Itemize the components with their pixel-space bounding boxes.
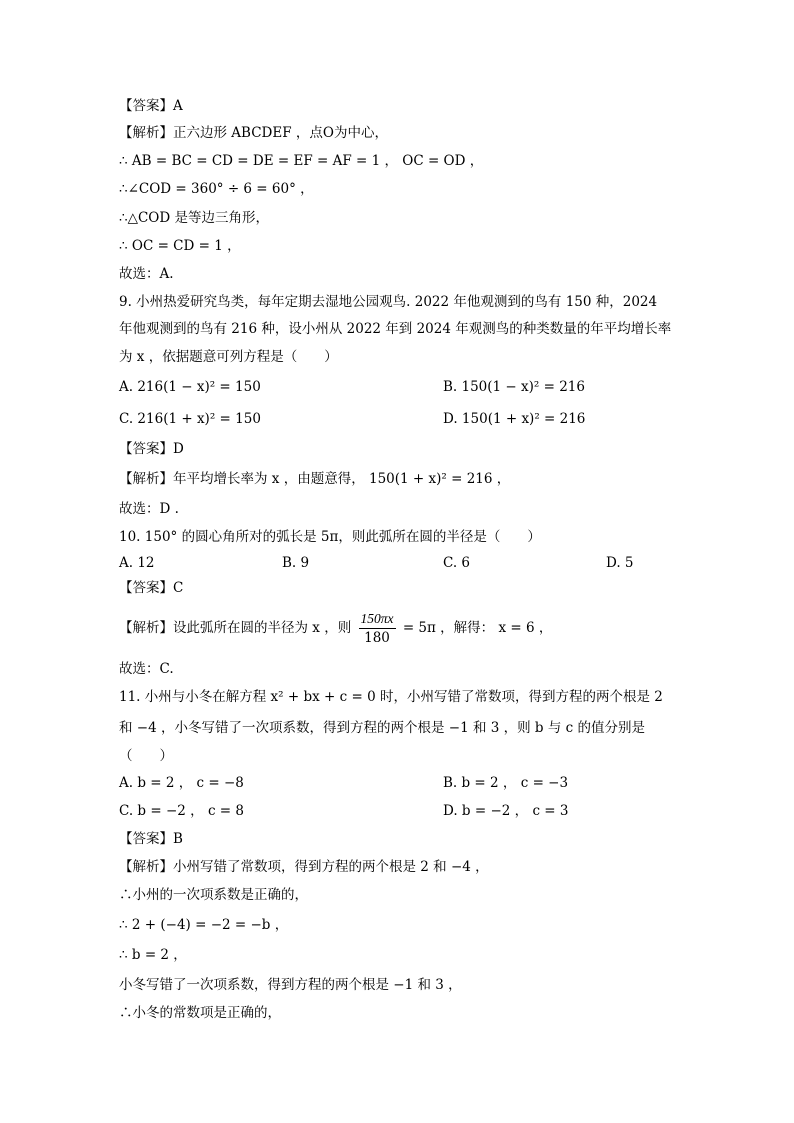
analysis-suffix: = 5π ，解得： x = 6 ， xyxy=(402,620,553,636)
question-9-text: 年他观测到的鸟有 216 种，设小州从 2022 年到 2024 年观测鸟的种类数量的年平均增长率 xyxy=(119,321,672,337)
option-d: D. 5 xyxy=(606,555,634,571)
solution-step: ∴∠COD = 360° ÷ 6 = 60° ， xyxy=(119,181,314,197)
solution-step: ∴ 2 + (−4) = −2 = −b ， xyxy=(119,917,289,933)
question-11-text: （ ） xyxy=(119,748,173,764)
fraction-denominator: 180 xyxy=(364,630,390,646)
option-d: D. b = −2 ， c = 3 xyxy=(443,803,569,819)
option-c: C. 216(1 + x)² = 150 xyxy=(119,411,261,427)
option-c: C. b = −2 ， c = 8 xyxy=(119,803,244,819)
analysis-prefix: 【解析】设此弧所在圆的半径为 x ，则 xyxy=(119,620,352,636)
option-c: C. 6 xyxy=(443,555,471,571)
option-a: A. 216(1 − x)² = 150 xyxy=(119,379,261,395)
fraction xyxy=(359,610,396,647)
answer-line: 【答案】A xyxy=(119,98,183,114)
option-b: B. 150(1 − x)² = 216 xyxy=(443,379,585,395)
conclusion-line: 故选：C. xyxy=(119,661,174,677)
solution-step: ∴小冬的常数项是正确的， xyxy=(119,1005,281,1021)
analysis-line: 【解析】小州写错了常数项，得到方程的两个根是 2 和 −4 ， xyxy=(119,859,489,875)
option-b: B. 9 xyxy=(282,555,310,571)
answer-line: 【答案】D xyxy=(119,441,184,457)
option-a: A. 12 xyxy=(119,555,155,571)
solution-step: ∴ OC = CD = 1 ， xyxy=(119,238,241,254)
question-10-text: 10. 150° 的圆心角所对的弧长是 5π，则此弧所在圆的半径是（ ） xyxy=(119,529,541,545)
analysis-line: 【解析】年平均增长率为 x ，由题意得， 150(1 + x)² = 216 ， xyxy=(119,471,511,487)
conclusion-line: 故选：D . xyxy=(119,501,179,517)
analysis-line: 【解析】正六边形 ABCDEF ，点O为中心， xyxy=(119,125,388,141)
option-b: B. b = 2 ， c = −3 xyxy=(443,775,569,791)
analysis-line xyxy=(119,610,552,647)
question-11-text: 和 −4 ，小冬写错了一次项系数，得到方程的两个根是 −1 和 3 ，则 b 与 c 的值分别是 xyxy=(119,720,646,736)
question-9-text: 为 x ，依据题意可列方程是（ ） xyxy=(119,349,338,365)
answer-line: 【答案】C xyxy=(119,580,184,596)
solution-step: ∴ AB = BC = CD = DE = EF = AF = 1 ， OC = OD ， xyxy=(119,153,484,169)
option-a: A. b = 2 ， c = −8 xyxy=(119,775,244,791)
fraction-numerator: 150πx xyxy=(359,610,396,629)
solution-step: ∴ b = 2 ， xyxy=(119,947,187,963)
question-11-text: 11. 小州与小冬在解方程 x² + bx + c = 0 时，小州写错了常数项，得到方程的两个根是 2 xyxy=(119,689,663,705)
solution-step: ∴小州的一次项系数是正确的， xyxy=(119,887,308,903)
answer-line: 【答案】B xyxy=(119,831,183,847)
solution-step: 小冬写错了一次项系数，得到方程的两个根是 −1 和 3 ， xyxy=(119,977,462,993)
conclusion-line: 故选：A. xyxy=(119,266,174,282)
solution-step: ∴△COD 是等边三角形， xyxy=(119,210,269,226)
option-d: D. 150(1 + x)² = 216 xyxy=(443,411,586,427)
question-9-text: 9. 小州热爱研究鸟类，每年定期去湿地公园观鸟. 2022 年他观测到的鸟有 150 种，2024 xyxy=(119,294,658,310)
